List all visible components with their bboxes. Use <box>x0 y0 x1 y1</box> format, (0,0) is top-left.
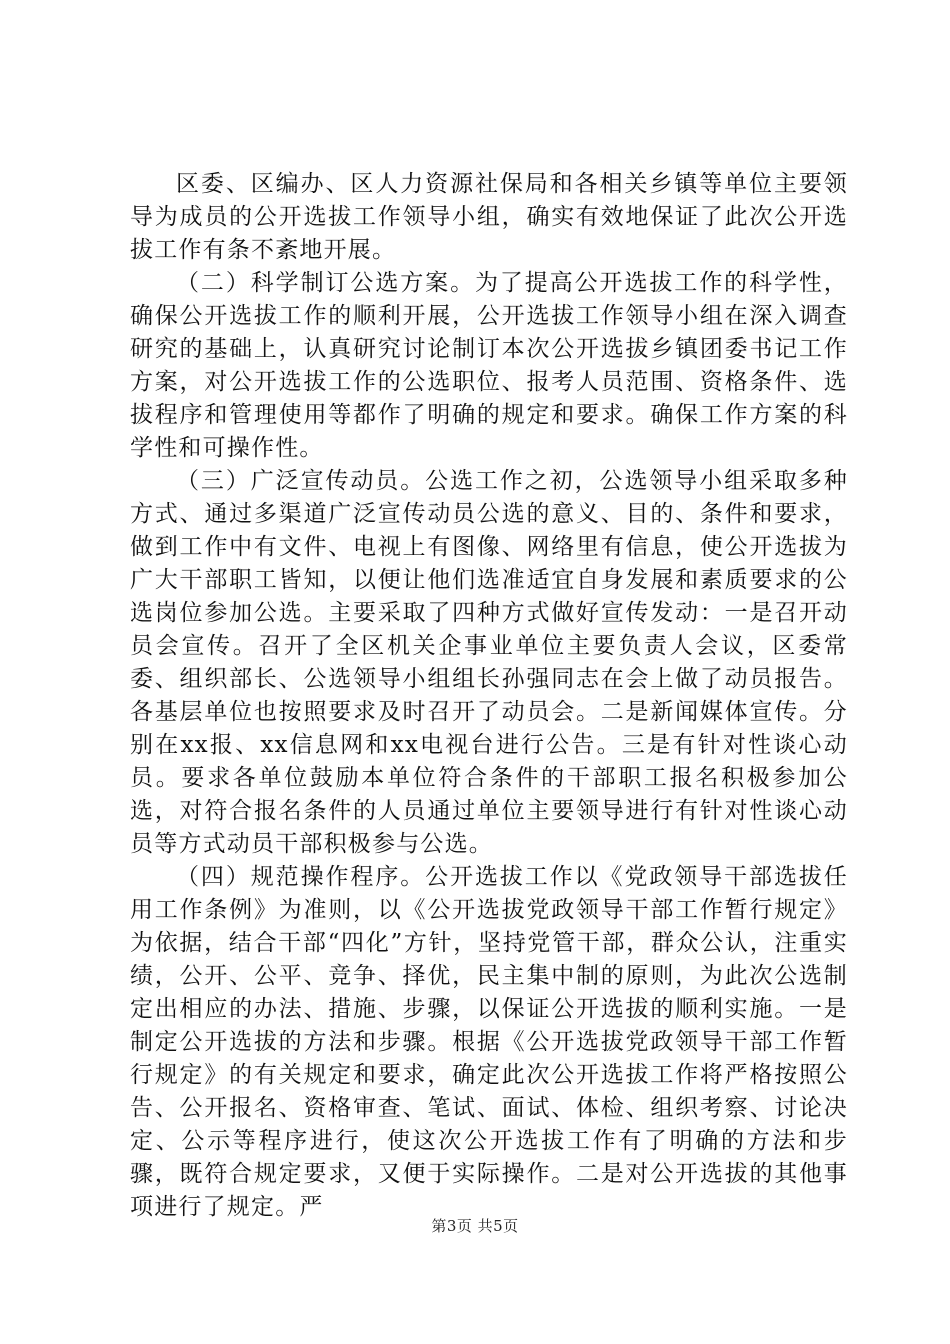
paragraph-section-3: （三）广泛宣传动员。公选工作之初，公选领导小组采取多种方式、通过多渠道广泛宣传动员公选的意义、目的、条件和要求，做到工作中有文件、电视上有图像、网络里有信息，使公开选拔为广大干部职工皆知，以便让他们选准适宜自身发展和素质要求的公选岗位参加公选。主要采取了四种方式做好宣传发动：一是召开动员会宣传。召开了全区机关企事业单位主要负责人会议，区委常委、组织部长、公选领导小组组长孙强同志在会上做了动员报告。各基层单位也按照要求及时召开了动员会。二是新闻媒体宣传。分别在xx报、xx信息网和xx电视台进行公告。三是有针对性谈心动员。要求各单位鼓励本单位符合条件的干部职工报名积极参加公选，对符合报名条件的人员通过单位主要领导进行有针对性谈心动员等方式动员干部积极参与公选。 <box>130 468 848 857</box>
page-number-footer: 第3页 共5页 <box>431 1217 519 1235</box>
paragraph-section-2: （二）科学制订公选方案。为了提高公开选拔工作的科学性，确保公开选拔工作的顺利开展，公开选拔工作领导小组在深入调查研究的基础上，认真研究讨论制订本次公开选拔乡镇团委书记工作方案，对公开选拔工作的公选职位、报考人员范围、资格条件、选拔程序和管理使用等都作了明确的规定和要求。确保工作方案的科学性和可操作性。 <box>130 270 848 461</box>
paragraph-continuation: 区委、区编办、区人力资源社保局和各相关乡镇等单位主要领导为成员的公开选拔工作领导小组，确实有效地保证了此次公开选拔工作有条不紊地开展。 <box>130 171 848 263</box>
paragraph-section-4: （四）规范操作程序。公开选拔工作以《党政领导干部选拔任用工作条例》为准则，以《公开选拔党政领导干部工作暂行规定》为依据，结合干部“四化”方针，坚持党管干部，群众公认，注重实绩，公开、公平、竞争、择优，民主集中制的原则，为此次公选制定出相应的办法、措施、步骤，以保证公开选拔的顺利实施。一是制定公开选拔的方法和步骤。根据《公开选拔党政领导干部工作暂行规定》的有关规定和要求，确定此次公开选拔工作将严格按照公告、公开报名、资格审查、笔试、面试、体检、组织考察、讨论决定、公示等程序进行，使这次公开选拔工作有了明确的方法和步骤，既符合规定要求，又便于实际操作。二是对公开选拔的其他事项进行了规定。严 <box>130 864 848 1220</box>
document-body <box>130 168 848 1224</box>
